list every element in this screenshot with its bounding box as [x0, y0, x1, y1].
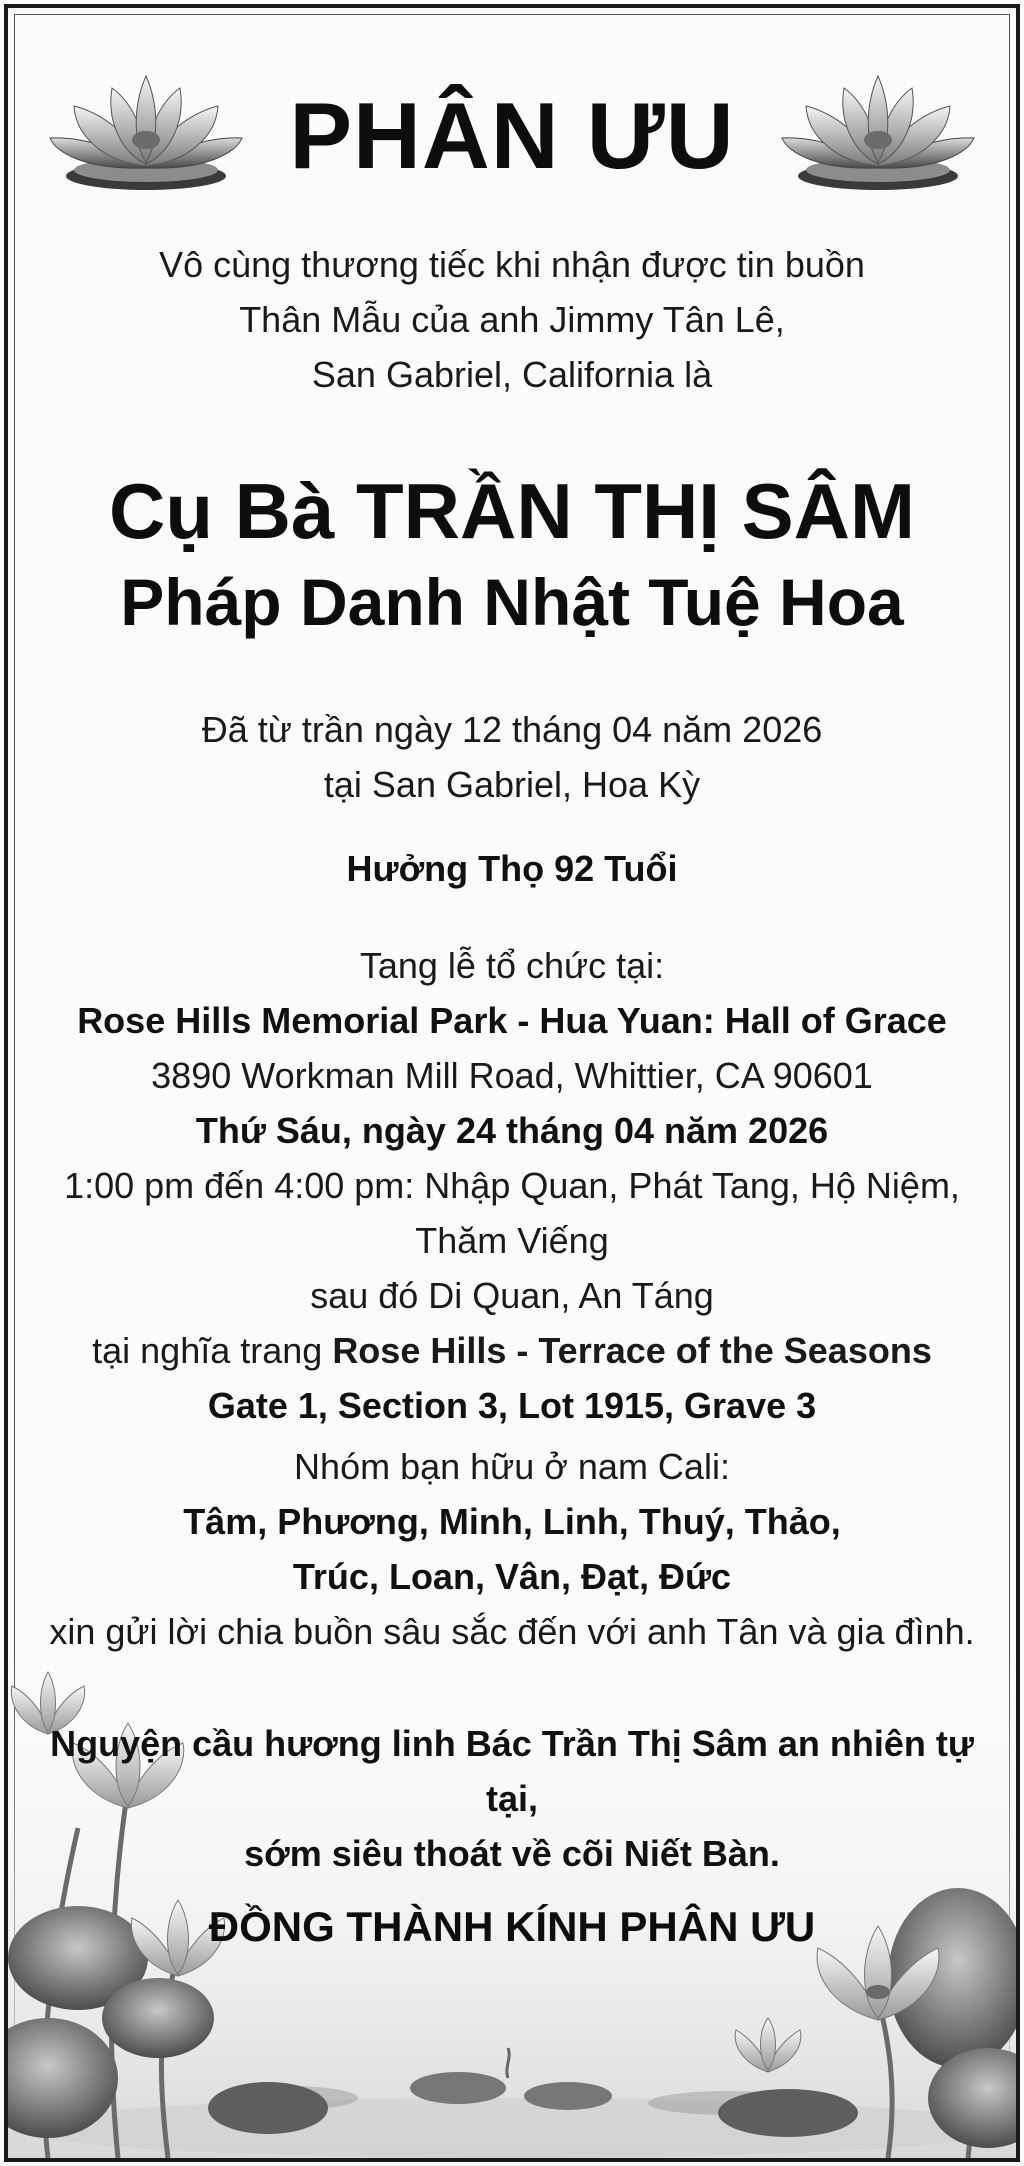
- closing-section: [30, 1897, 994, 1957]
- deceased-section: [30, 463, 994, 645]
- service-venue: Rose Hills Memorial Park - Hua Yuan: Hall of Grace: [77, 1000, 947, 1041]
- grave-plot: Gate 1, Section 3, Lot 1915, Grave 3: [207, 1385, 817, 1426]
- prayer-line: Nguyện cầu hương linh Bác Trần Thị Sâm an nhiên tự tại,: [50, 1723, 974, 1819]
- service-date: Thứ Sáu, ngày 24 tháng 04 năm 2026: [195, 1110, 829, 1151]
- service-after: sau đó Di Quan, An Táng: [310, 1275, 714, 1316]
- notice-title: PHÂN ƯU: [289, 83, 735, 188]
- senders-section: [30, 1439, 994, 1659]
- service-schedule: 1:00 pm đến 4:00 pm: Nhập Quan, Phát Tang, Hộ Niệm, Thăm Viếng: [64, 1165, 960, 1261]
- closing-text: ĐỒNG THÀNH KÍNH PHÂN ƯU: [208, 1903, 816, 1950]
- passing-place: tại San Gabriel, Hoa Kỳ: [323, 764, 701, 805]
- service-intro: Tang lễ tổ chức tại:: [359, 945, 665, 986]
- senders-names: Tâm, Phương, Minh, Linh, Thuý, Thảo,: [183, 1501, 841, 1542]
- intro-line: San Gabriel, California là: [311, 354, 713, 395]
- senders-intro: Nhóm bạn hữu ở nam Cali:: [294, 1446, 730, 1487]
- passing-date: Đã từ trần ngày 12 tháng 04 năm 2026: [201, 709, 823, 750]
- intro-line: Vô cùng thương tiếc khi nhận được tin buồn: [159, 244, 865, 285]
- prayer-line: sớm siêu thoát về cõi Niết Bàn.: [244, 1833, 780, 1874]
- intro-line: Thân Mẫu của anh Jimmy Tân Lê,: [239, 299, 785, 340]
- service-address: 3890 Workman Mill Road, Whittier, CA 90601: [151, 1055, 873, 1096]
- age-section: [30, 841, 994, 896]
- service-section: [30, 938, 994, 1433]
- dharma-name: Pháp Danh Nhật Tuệ Hoa: [120, 565, 904, 639]
- cemetery-name: Rose Hills - Terrace of the Seasons: [332, 1330, 932, 1371]
- age-text: Hưởng Thọ 92 Tuổi: [346, 848, 678, 889]
- senders-names: Trúc, Loan, Vân, Đạt, Đức: [292, 1556, 732, 1597]
- passing-section: [30, 702, 994, 812]
- cemetery-prefix: tại nghĩa trang: [92, 1330, 333, 1371]
- intro-section: [30, 237, 994, 402]
- deceased-name: Cụ Bà TRẦN THỊ SÂM: [109, 467, 915, 555]
- cemetery-line: [30, 1323, 994, 1378]
- prayer-section: [30, 1716, 994, 1881]
- condolence-message: xin gửi lời chia buồn sâu sắc đến với anh Tân và gia đình.: [49, 1611, 975, 1652]
